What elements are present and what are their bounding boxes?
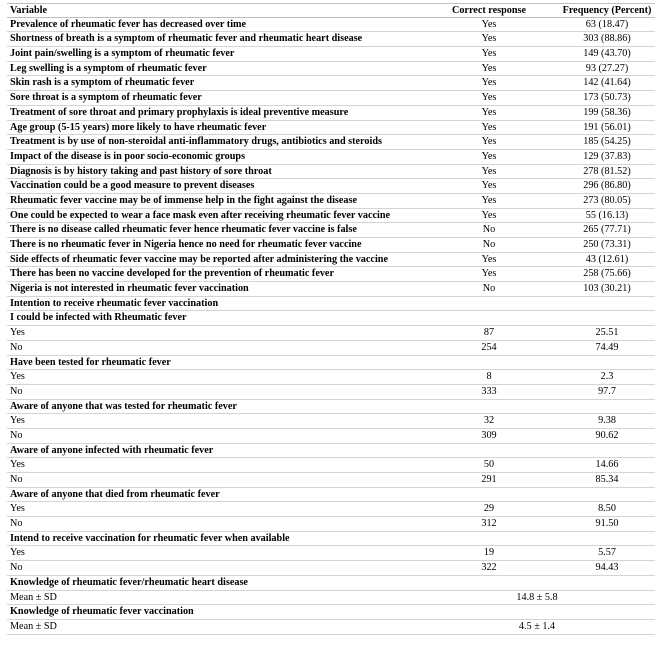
correct-response-cell: Yes <box>481 62 497 74</box>
percent-cell: 14.66 <box>595 459 619 471</box>
table-row <box>7 194 655 209</box>
correct-response-cell: Yes <box>481 268 497 280</box>
header-correct-response: Correct response <box>451 5 527 16</box>
frequency-cell: 265 (77.71) <box>583 224 631 236</box>
correct-response-cell: Yes <box>481 253 497 265</box>
table-row <box>7 385 655 400</box>
frequency-cell: 63 (18.47) <box>585 18 629 30</box>
frequency-cell: 278 (81.52) <box>583 165 631 177</box>
variable-cell: Sore throat is a symptom of rheumatic fever <box>10 92 202 104</box>
section-title-row <box>7 532 655 547</box>
response-label: No <box>10 518 23 530</box>
percent-cell: 8.50 <box>598 503 616 515</box>
frequency-cell: 55 (16.13) <box>585 209 629 221</box>
frequency-cell: 185 (54.25) <box>583 136 631 148</box>
table-row <box>7 150 655 165</box>
frequency-cell: 199 (58.36) <box>583 106 631 118</box>
frequency-cell: 149 (43.70) <box>583 48 631 60</box>
table-row <box>7 414 655 429</box>
header-variable: Variable <box>10 5 47 16</box>
response-label: Yes <box>10 503 25 515</box>
correct-response-cell: Yes <box>481 121 497 133</box>
frequency-cell: 103 (30.21) <box>583 283 631 295</box>
frequency-cell: 250 (73.31) <box>583 239 631 250</box>
table-row <box>7 223 655 238</box>
frequency-cell: 43 (12.61) <box>585 253 629 265</box>
count-cell: 333 <box>481 385 497 397</box>
percent-cell: 97.7 <box>598 385 616 397</box>
variable-cell: Leg swelling is a symptom of rheumatic fever <box>10 62 207 74</box>
correct-response-cell: Yes <box>481 33 497 45</box>
section-title-row <box>7 444 655 459</box>
header-frequency: Frequency (Percent) <box>562 5 652 16</box>
section-title: Intend to receive vaccination for rheumatic fever when available <box>10 532 290 544</box>
percent-cell: 2.3 <box>600 371 614 383</box>
correct-response-cell: Yes <box>481 150 497 162</box>
table-row <box>7 326 655 341</box>
frequency-cell: 142 (41.64) <box>583 77 631 89</box>
count-cell: 291 <box>481 474 497 485</box>
summary-title-row <box>7 576 655 591</box>
table-row <box>7 91 655 106</box>
table-row <box>7 517 655 532</box>
section-title: Have been tested for rheumatic fever <box>10 356 171 368</box>
summary-label: Mean ± SD <box>10 620 57 632</box>
summary-value: 4.5 ± 1.4 <box>518 620 556 632</box>
table-row <box>7 341 655 356</box>
count-cell: 312 <box>481 518 497 530</box>
response-label: No <box>10 474 23 485</box>
summary-value: 14.8 ± 5.8 <box>516 591 558 603</box>
variable-cell: There has been no vaccine developed for the prevention of rheumatic fever <box>10 268 334 280</box>
table-row <box>7 429 655 444</box>
section-title-row <box>7 311 655 326</box>
count-cell: 19 <box>483 547 495 559</box>
response-label: Yes <box>10 459 25 471</box>
table-row <box>7 18 655 33</box>
count-cell: 254 <box>481 341 497 353</box>
table-row <box>7 473 655 488</box>
table-row <box>7 370 655 385</box>
response-label: Yes <box>10 415 25 427</box>
correct-response-cell: Yes <box>481 180 497 192</box>
count-cell: 50 <box>483 459 495 471</box>
correct-response-cell: Yes <box>481 136 497 148</box>
table-row <box>7 502 655 517</box>
section-title: Intention to receive rheumatic fever vaccination <box>10 297 219 309</box>
response-label: Yes <box>10 327 25 339</box>
correct-response-cell: Yes <box>481 165 497 177</box>
response-label: No <box>10 562 23 574</box>
table-row <box>7 165 655 180</box>
variable-cell: One could be expected to wear a face mask even after receiving rheumatic fever vaccine <box>10 209 391 221</box>
frequency-cell: 296 (86.80) <box>583 180 631 192</box>
table-row <box>7 121 655 136</box>
frequency-cell: 93 (27.27) <box>585 62 629 74</box>
response-label: No <box>10 429 23 441</box>
percent-cell: 85.34 <box>595 474 619 485</box>
percent-cell: 9.38 <box>598 415 616 427</box>
table-row <box>7 135 655 150</box>
table-header <box>7 3 655 18</box>
section-title-row <box>7 356 655 371</box>
section-title-row <box>7 488 655 503</box>
count-cell: 87 <box>483 327 495 339</box>
count-cell: 29 <box>483 503 495 515</box>
table-row <box>7 62 655 77</box>
summary-title: Knowledge of rheumatic fever/rheumatic heart disease <box>10 576 248 588</box>
summary-title: Knowledge of rheumatic fever vaccination <box>10 606 194 618</box>
response-label: No <box>10 385 23 397</box>
variable-cell: There is no disease called rheumatic fever hence rheumatic fever vaccine is false <box>10 224 357 236</box>
response-label: Yes <box>10 547 25 559</box>
table-row <box>7 253 655 268</box>
section-title-intention <box>7 297 655 312</box>
variable-cell: Shortness of breath is a symptom of rheumatic fever and rheumatic heart disease <box>10 33 363 45</box>
variable-cell: Skin rash is a symptom of rheumatic fever <box>10 77 195 89</box>
variable-cell: Diagnosis is by history taking and past history of sore throat <box>10 165 272 177</box>
percent-cell: 94.43 <box>595 562 619 574</box>
count-cell: 8 <box>486 371 492 383</box>
table-row <box>7 561 655 576</box>
variable-cell: There is no rheumatic fever in Nigeria hence no need for rheumatic fever vaccine <box>10 239 362 250</box>
variable-cell: Prevalence of rheumatic fever has decreased over time <box>10 18 247 30</box>
table-row <box>7 179 655 194</box>
count-cell: 309 <box>481 429 497 441</box>
variable-cell: Vaccination could be a good measure to prevent diseases <box>10 180 255 192</box>
table-row <box>7 238 655 253</box>
frequency-cell: 129 (37.83) <box>583 150 631 162</box>
percent-cell: 74.49 <box>595 341 619 353</box>
correct-response-cell: No <box>482 239 496 250</box>
summary-row <box>7 591 655 606</box>
correct-response-cell: Yes <box>481 106 497 118</box>
frequency-cell: 273 (80.05) <box>583 194 631 206</box>
correct-response-cell: Yes <box>481 194 497 206</box>
count-cell: 32 <box>483 415 495 427</box>
table-body <box>7 18 655 635</box>
variable-cell: Age group (5-15 years) more likely to have rheumatic fever <box>10 121 267 133</box>
percent-cell: 91.50 <box>595 518 619 530</box>
response-label: No <box>10 341 23 353</box>
table-row <box>7 267 655 282</box>
variable-cell: Impact of the disease is in poor socio-economic groups <box>10 150 246 162</box>
percent-cell: 25.51 <box>595 327 619 339</box>
variable-cell: Treatment of sore throat and primary prophylaxis is ideal preventive measure <box>10 106 349 118</box>
table-row <box>7 546 655 561</box>
table-row <box>7 209 655 224</box>
variable-cell: Side effects of rheumatic fever vaccine may be reported after administering the vaccine <box>10 253 388 265</box>
variable-cell: Rheumatic fever vaccine may be of immense help in the fight against the disease <box>10 194 357 206</box>
summary-row <box>7 620 655 635</box>
table-row <box>7 76 655 91</box>
percent-cell: 90.62 <box>595 429 619 441</box>
correct-response-cell: Yes <box>481 18 497 30</box>
section-title-row <box>7 400 655 415</box>
section-title: Aware of anyone that died from rheumatic fever <box>10 488 220 500</box>
count-cell: 322 <box>481 562 497 574</box>
correct-response-cell: Yes <box>481 48 497 60</box>
correct-response-cell: No <box>482 283 496 295</box>
response-label: Yes <box>10 371 25 383</box>
table-row <box>7 106 655 121</box>
variable-cell: Joint pain/swelling is a symptom of rheumatic fever <box>10 48 235 60</box>
variable-cell: Nigeria is not interested in rheumatic fever vaccination <box>10 283 249 295</box>
correct-response-cell: Yes <box>481 77 497 89</box>
frequency-cell: 258 (75.66) <box>583 268 631 280</box>
correct-response-cell: Yes <box>481 92 497 104</box>
variable-cell: Treatment is by use of non-steroidal anti-inflammatory drugs, antibiotics and steroids <box>10 136 382 148</box>
table-row <box>7 458 655 473</box>
table-row <box>7 282 655 297</box>
correct-response-cell: Yes <box>481 209 497 221</box>
summary-label: Mean ± SD <box>10 591 57 603</box>
correct-response-cell: No <box>482 224 496 236</box>
frequency-cell: 303 (88.86) <box>583 33 631 45</box>
summary-title-row <box>7 605 655 620</box>
percent-cell: 5.57 <box>598 547 616 559</box>
section-title: I could be infected with Rheumatic fever <box>10 312 187 324</box>
frequency-cell: 173 (50.73) <box>583 92 631 104</box>
data-table <box>7 3 655 635</box>
table-row <box>7 47 655 62</box>
section-title: Aware of anyone that was tested for rheumatic fever <box>10 400 237 412</box>
frequency-cell: 191 (56.01) <box>583 121 631 133</box>
section-title: Aware of anyone infected with rheumatic fever <box>10 444 214 456</box>
table-row <box>7 32 655 47</box>
